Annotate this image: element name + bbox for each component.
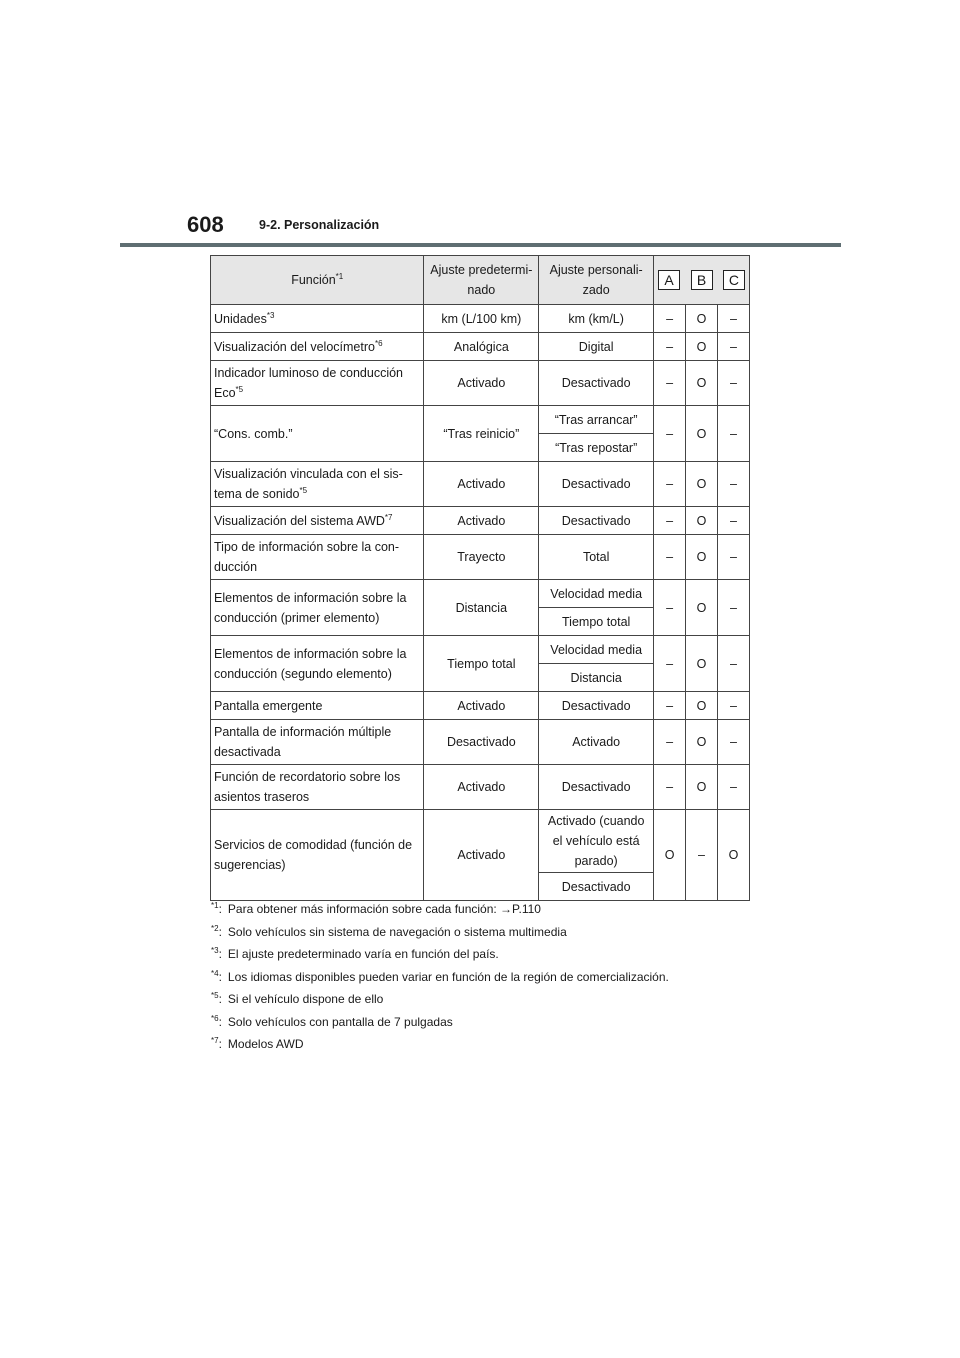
function-label: Visualización vinculada con el sis-tema de sonido	[214, 467, 403, 501]
mode-c-cell: –	[718, 333, 750, 361]
custom-cell-alt: Distancia	[539, 664, 654, 692]
custom-cell: Velocidad media	[539, 636, 654, 664]
mode-b-cell: O	[686, 406, 718, 462]
mode-b-cell: –	[686, 810, 718, 901]
footnote-ref: *3	[266, 310, 275, 320]
mode-a-cell: –	[654, 333, 686, 361]
mode-b-label: B	[691, 270, 713, 290]
mode-a-cell: –	[654, 462, 686, 507]
footnote-mark: *3	[211, 946, 219, 955]
custom-cell: Activado	[539, 720, 654, 765]
footnote: $^{*5}$: Si el vehículo dispone de ello	[211, 991, 384, 1006]
custom-cell: Digital	[539, 333, 654, 361]
table-row	[211, 720, 750, 765]
header-function-label: Función	[291, 273, 336, 287]
mode-c-cell: –	[718, 305, 750, 333]
header-default: Ajuste predetermi-nado	[424, 256, 539, 305]
mode-c-cell: O	[718, 810, 750, 901]
mode-c-cell: –	[718, 765, 750, 810]
table-row	[211, 361, 750, 406]
footnote-text: Modelos AWD	[227, 1037, 304, 1051]
footnote: $^{*3}$: El ajuste predeterminado varía en función del país.	[211, 946, 499, 961]
default-cell: Analógica	[424, 333, 539, 361]
table-row	[211, 692, 750, 720]
mode-b-cell: O	[686, 580, 718, 636]
mode-a-label: A	[658, 270, 680, 290]
table-row	[211, 810, 750, 873]
table-header-row	[211, 256, 750, 305]
mode-a-cell: –	[654, 720, 686, 765]
mode-c-cell: –	[718, 361, 750, 406]
footnote-mark: *7	[211, 1036, 219, 1045]
mode-c-cell: –	[718, 462, 750, 507]
footnote-ref: *7	[384, 512, 393, 522]
custom-cell: Desactivado	[539, 361, 654, 406]
footnote-ref: *5	[299, 486, 308, 495]
table-row	[211, 462, 750, 507]
settings-table	[210, 255, 750, 901]
footnote-ref: *5	[235, 385, 244, 394]
mode-a-cell: –	[654, 507, 686, 535]
function-label: Visualización del velocímetro	[214, 339, 375, 354]
custom-cell: km (km/L)	[539, 305, 654, 333]
mode-c-cell: –	[718, 636, 750, 692]
footnote-text: Los idiomas disponibles pueden variar en función de la región de comercialización.	[227, 969, 669, 984]
mode-a-cell: –	[654, 580, 686, 636]
default-cell: Activado	[424, 507, 539, 535]
mode-a-cell: –	[654, 535, 686, 580]
default-cell: Activado	[424, 692, 539, 720]
table-row	[211, 580, 750, 608]
custom-cell-alt: Desactivado	[539, 873, 654, 901]
default-cell: km (L/100 km)	[424, 305, 539, 333]
function-cell: Elementos de información sobre la conducción (primer elemento)	[211, 580, 424, 636]
header-function	[211, 256, 424, 305]
mode-b-cell: O	[686, 720, 718, 765]
function-cell	[211, 462, 424, 507]
footnote-text: Solo vehículos sin sistema de navegación o sistema multimedia	[227, 924, 567, 939]
default-cell: Activado	[424, 361, 539, 406]
mode-c-cell: –	[718, 720, 750, 765]
mode-c-label: C	[723, 270, 745, 290]
footnote: $^{*7}$: Modelos AWD	[211, 1036, 304, 1051]
footnote-mark: *5	[211, 991, 219, 1000]
custom-cell-alt: Tiempo total	[539, 608, 654, 636]
function-cell: Tipo de información sobre la con-ducción	[211, 535, 424, 580]
function-cell	[211, 507, 424, 535]
function-cell: Función de recordatorio sobre los asientos traseros	[211, 765, 424, 810]
default-cell: Trayecto	[424, 535, 539, 580]
table-row	[211, 765, 750, 810]
function-cell: “Cons. comb.”	[211, 406, 424, 462]
mode-a-cell: –	[654, 765, 686, 810]
mode-a-cell: –	[654, 406, 686, 462]
header-custom: Ajuste personali-zado	[539, 256, 654, 305]
custom-cell: Desactivado	[539, 692, 654, 720]
header-divider	[120, 243, 841, 247]
footnotes	[211, 898, 669, 1056]
table-row	[211, 507, 750, 535]
mode-b-cell: O	[686, 535, 718, 580]
mode-c-cell: –	[718, 507, 750, 535]
table-row	[211, 333, 750, 361]
default-cell: “Tras reinicio”	[424, 406, 539, 462]
custom-cell: Activado (cuando el vehículo está parado)	[539, 810, 654, 873]
custom-cell: Desactivado	[539, 507, 654, 535]
custom-cell: “Tras arrancar”	[539, 406, 654, 434]
mode-c-cell: –	[718, 692, 750, 720]
footnote-text: El ajuste predeterminado varía en función del país.	[227, 947, 499, 961]
footnote-mark: *4	[211, 968, 219, 978]
function-cell: Servicios de comodidad (función de sugerencias)	[211, 810, 424, 901]
footnote: $^{*2}$: Solo vehículos sin sistema de navegación o sistema multimedia	[211, 923, 567, 939]
footnote: $^{*6}$: Solo vehículos con pantalla de 7 pulgadas	[211, 1013, 453, 1029]
function-cell	[211, 305, 424, 333]
function-label: Indicador luminoso de conducción Eco	[214, 366, 404, 400]
function-cell: Pantalla de información múltiple desactivada	[211, 720, 424, 765]
mode-c-cell: –	[718, 406, 750, 462]
function-label: Unidades	[214, 311, 267, 326]
default-cell: Desactivado	[424, 720, 539, 765]
mode-a-cell: O	[654, 810, 686, 901]
page-number: 608	[187, 212, 224, 237]
mode-b-cell: O	[686, 305, 718, 333]
default-cell: Activado	[424, 810, 539, 901]
mode-c-cell: –	[718, 580, 750, 636]
footnote-text: Si el vehículo dispone de ello	[227, 992, 384, 1006]
header-modes	[654, 256, 750, 305]
footnote: $^{*1}$: Para obtener más información sobre cada función: →P.110	[211, 901, 541, 916]
footnote-mark: *6	[211, 1013, 219, 1023]
function-cell	[211, 361, 424, 406]
custom-cell: Desactivado	[539, 462, 654, 507]
mode-b-cell: O	[686, 692, 718, 720]
mode-a-cell: –	[654, 692, 686, 720]
function-label: Visualización del sistema AWD	[214, 513, 385, 528]
mode-b-cell: O	[686, 765, 718, 810]
custom-cell: Desactivado	[539, 765, 654, 810]
table-row	[211, 406, 750, 434]
mode-a-cell: –	[654, 636, 686, 692]
custom-cell-alt: “Tras repostar”	[539, 434, 654, 462]
footnote: $^{*4}$: Los idiomas disponibles pueden variar en función de la región de comercialización.	[211, 968, 669, 984]
default-cell: Activado	[424, 462, 539, 507]
function-cell: Pantalla emergente	[211, 692, 424, 720]
default-cell: Distancia	[424, 580, 539, 636]
default-cell: Tiempo total	[424, 636, 539, 692]
mode-b-cell: O	[686, 333, 718, 361]
footnote-mark: *1	[211, 901, 219, 910]
mode-b-cell: O	[686, 507, 718, 535]
mode-b-cell: O	[686, 636, 718, 692]
mode-c-cell: –	[718, 535, 750, 580]
custom-cell: Velocidad media	[539, 580, 654, 608]
mode-b-cell: O	[686, 462, 718, 507]
table-row	[211, 636, 750, 664]
mode-a-cell: –	[654, 305, 686, 333]
table-row	[211, 305, 750, 333]
footnote-mark: *2	[211, 923, 219, 933]
mode-a-cell: –	[654, 361, 686, 406]
function-cell	[211, 333, 424, 361]
function-cell: Elementos de información sobre la conducción (segundo elemento)	[211, 636, 424, 692]
footnote-ref: *1	[335, 272, 344, 281]
mode-b-cell: O	[686, 361, 718, 406]
default-cell: Activado	[424, 765, 539, 810]
custom-cell: Total	[539, 535, 654, 580]
section-title: 9-2. Personalización	[259, 218, 380, 232]
table-row	[211, 535, 750, 580]
footnote-ref: *6	[374, 338, 383, 348]
footnote-text: Solo vehículos con pantalla de 7 pulgadas	[227, 1014, 453, 1029]
footnote-text: Para obtener más información sobre cada función: →P.110	[227, 902, 541, 916]
